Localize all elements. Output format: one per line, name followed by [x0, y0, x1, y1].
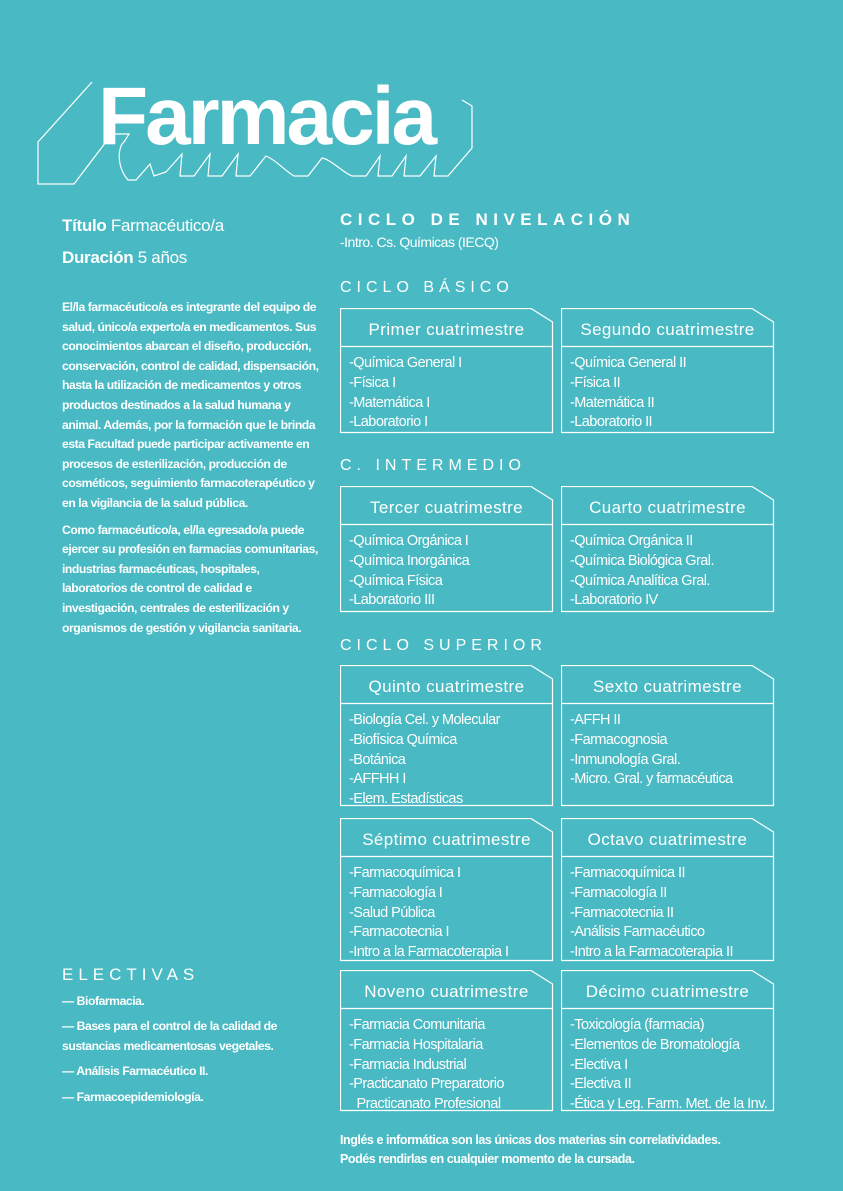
semester-box	[340, 486, 553, 612]
subject-item: -Farmacoquímica II	[570, 865, 685, 881]
semester-box	[340, 818, 553, 961]
semester-box	[340, 970, 553, 1111]
semester-title: Octavo cuatrimestre	[587, 830, 748, 849]
subject-item: -Física II	[570, 374, 621, 391]
semester-subjects	[570, 711, 733, 790]
ciclo-basico-title: CICLO BÁSICO	[340, 279, 514, 296]
semester-subjects	[570, 864, 733, 963]
subject-item: -Química Física	[349, 572, 443, 589]
subject-item: -Farmacotecnia I	[349, 924, 449, 941]
ciclo-nivelacion-item: -Intro. Cs. Químicas (IECQ)	[340, 234, 499, 250]
semester-box	[340, 308, 553, 433]
subject-item: -Salud Pública	[349, 904, 435, 921]
duracion-label: Duración	[62, 248, 134, 267]
duracion-value: 5 años	[137, 248, 187, 267]
subject-item: -Análisis Farmacéutico	[570, 924, 705, 941]
semester-subjects	[349, 354, 462, 433]
subject-item: -Farmacia Industrial	[349, 1056, 467, 1073]
semester-subjects	[570, 532, 714, 611]
duracion-row	[62, 242, 322, 274]
semester-box	[340, 665, 553, 806]
description-paragraph-1	[62, 298, 322, 514]
semester-subjects	[349, 711, 500, 810]
semester-title: Primer cuatrimestre	[368, 320, 525, 339]
ciclo-intermedio-title: C. INTERMEDIO	[340, 457, 526, 474]
subject-item: -Intro a la Farmacoterapia II	[570, 944, 733, 961]
footer-line-2: Podés rendirlas en cualquier momento de la cursada.	[340, 1152, 635, 1166]
subject-item: -Biología Cel. y Molecular	[349, 712, 500, 728]
subject-item: -Farmacia Comunitaria	[349, 1017, 485, 1033]
description-p1-strong: farmacéutico/a	[87, 300, 168, 314]
program-meta	[62, 210, 322, 274]
subject-item: -Química Biológica Gral.	[570, 552, 714, 569]
description-paragraph-2: Como farmacéutico/a, el/la egresado/a puede ejercer su profesión en farmacias comunitarias, industrias farmacéuticas, hospitales, laboratorios de control de calidad e investigación, centrales de esterilización y organismos de gestión y vigilancia sanitaria.	[62, 522, 318, 635]
semester-title: Quinto cuatrimestre	[368, 677, 525, 696]
subject-item: -Electiva I	[570, 1056, 628, 1073]
subject-item: -Farmacología II	[570, 884, 667, 901]
subject-item: -Química Inorgánica	[349, 552, 470, 569]
electiva-item: — Análisis Farmacéutico II.	[62, 1064, 208, 1079]
subject-item: -Matemática II	[570, 394, 655, 411]
semester-title: Cuarto cuatrimestre	[589, 498, 746, 517]
description-p1-post: es integrante del equipo de salud, único/a experto/a en medicamentos. Sus conocimientos abarcan el diseño, producción, conservación, control de calidad, dispensación, hasta la utilización de medicamentos y otros productos destinados a la salud humana y animal. Además, por la formación que le brinda esta Facultad puede participar activamente en procesos de esterilización, producción de cosméticos, seguimiento farmacoterapéutico y en la vigilancia de la salud pública.	[62, 300, 319, 510]
subject-item: -Inmunología Gral.	[570, 751, 681, 768]
semester-title: Sexto cuatrimestre	[593, 677, 742, 696]
electiva-item: — Bases para el control de la calidad de sustancias medicamentosas vegetales.	[62, 1019, 278, 1053]
subject-item: -Química Orgánica II	[570, 533, 693, 549]
semester-subjects	[349, 864, 508, 963]
semester-subjects	[570, 354, 686, 433]
subject-item: -Laboratorio I	[349, 414, 428, 431]
subject-item: -AFFHH I	[349, 771, 406, 788]
subject-item: -Química Orgánica I	[349, 533, 469, 549]
semester-subjects	[349, 1016, 504, 1115]
electiva-item: — Farmacoepidemiología.	[62, 1089, 204, 1104]
semester-title: Tercer cuatrimestre	[369, 498, 524, 517]
subject-item: -Laboratorio III	[349, 592, 435, 609]
subject-item: -Toxicología (farmacia)	[570, 1017, 705, 1033]
subject-item: -Intro a la Farmacoterapia I	[349, 944, 509, 961]
semester-box	[561, 308, 774, 433]
footer-line-1: Inglés e informática son las únicas dos materias sin correlatividades.	[340, 1133, 721, 1147]
footer-note	[340, 1131, 720, 1169]
semester-box	[561, 486, 774, 612]
subject-item: -Química General II	[570, 355, 687, 371]
page-title: Farmacia	[98, 71, 435, 162]
ciclo-nivelacion-title: CICLO DE NIVELACIÓN	[340, 210, 636, 229]
farmacia-logo	[32, 71, 482, 196]
subject-item: -Farmacia Hospitalaria	[349, 1036, 483, 1053]
subject-item: -Biofísica Química	[349, 731, 457, 748]
subject-item: -Química General I	[349, 355, 462, 371]
subject-item: -Electiva II	[570, 1076, 632, 1093]
titulo-label: Título	[62, 216, 107, 235]
program-description	[62, 298, 322, 645]
subject-item: -Botánica	[349, 751, 406, 768]
semester-box	[561, 665, 774, 806]
electivas-title: ELECTIVAS	[62, 965, 200, 984]
semester-subjects	[570, 1016, 767, 1115]
semester-title: Segundo cuatrimestre	[580, 320, 755, 339]
subject-item: -Farmacoquímica I	[349, 865, 461, 881]
electivas-section	[62, 965, 327, 1113]
subject-item: -Micro. Gral. y farmacéutica	[570, 771, 733, 788]
titulo-value: Farmacéutico/a	[110, 216, 224, 235]
subject-item: -Elem. Estadísticas	[349, 791, 463, 808]
semester-box	[561, 818, 774, 961]
subject-item: -Laboratorio IV	[570, 592, 658, 609]
subject-item: -Ética y Leg. Farm. Met. de la Inv.	[570, 1096, 768, 1113]
subject-item: -Farmacotecnia II	[570, 904, 674, 921]
ciclo-superior-title: CICLO SUPERIOR	[340, 637, 547, 654]
subject-item: -Física I	[349, 374, 396, 391]
semester-subjects	[349, 532, 469, 611]
semester-box	[561, 970, 774, 1111]
subject-item: -Farmacología I	[349, 884, 443, 901]
subject-item: -Química Analítica Gral.	[570, 572, 710, 589]
semester-title: Séptimo cuatrimestre	[362, 830, 531, 849]
description-p1-pre: El/la	[62, 300, 88, 314]
subject-item: -Practicanato Preparatorio	[349, 1076, 504, 1093]
subject-item: -Matemática I	[349, 394, 430, 411]
titulo-row	[62, 210, 322, 242]
electiva-item: — Biofarmacia.	[62, 994, 145, 1008]
subject-item: -Farmacognosia	[570, 731, 668, 748]
semester-title: Noveno cuatrimestre	[364, 982, 529, 1001]
subject-item: _Practicanato Profesional	[349, 1096, 501, 1113]
subject-item: -Elementos de Bromatología	[570, 1036, 740, 1053]
semester-title: Décimo cuatrimestre	[585, 982, 750, 1001]
subject-item: -AFFH II	[570, 712, 621, 728]
subject-item: -Laboratorio II	[570, 414, 653, 431]
